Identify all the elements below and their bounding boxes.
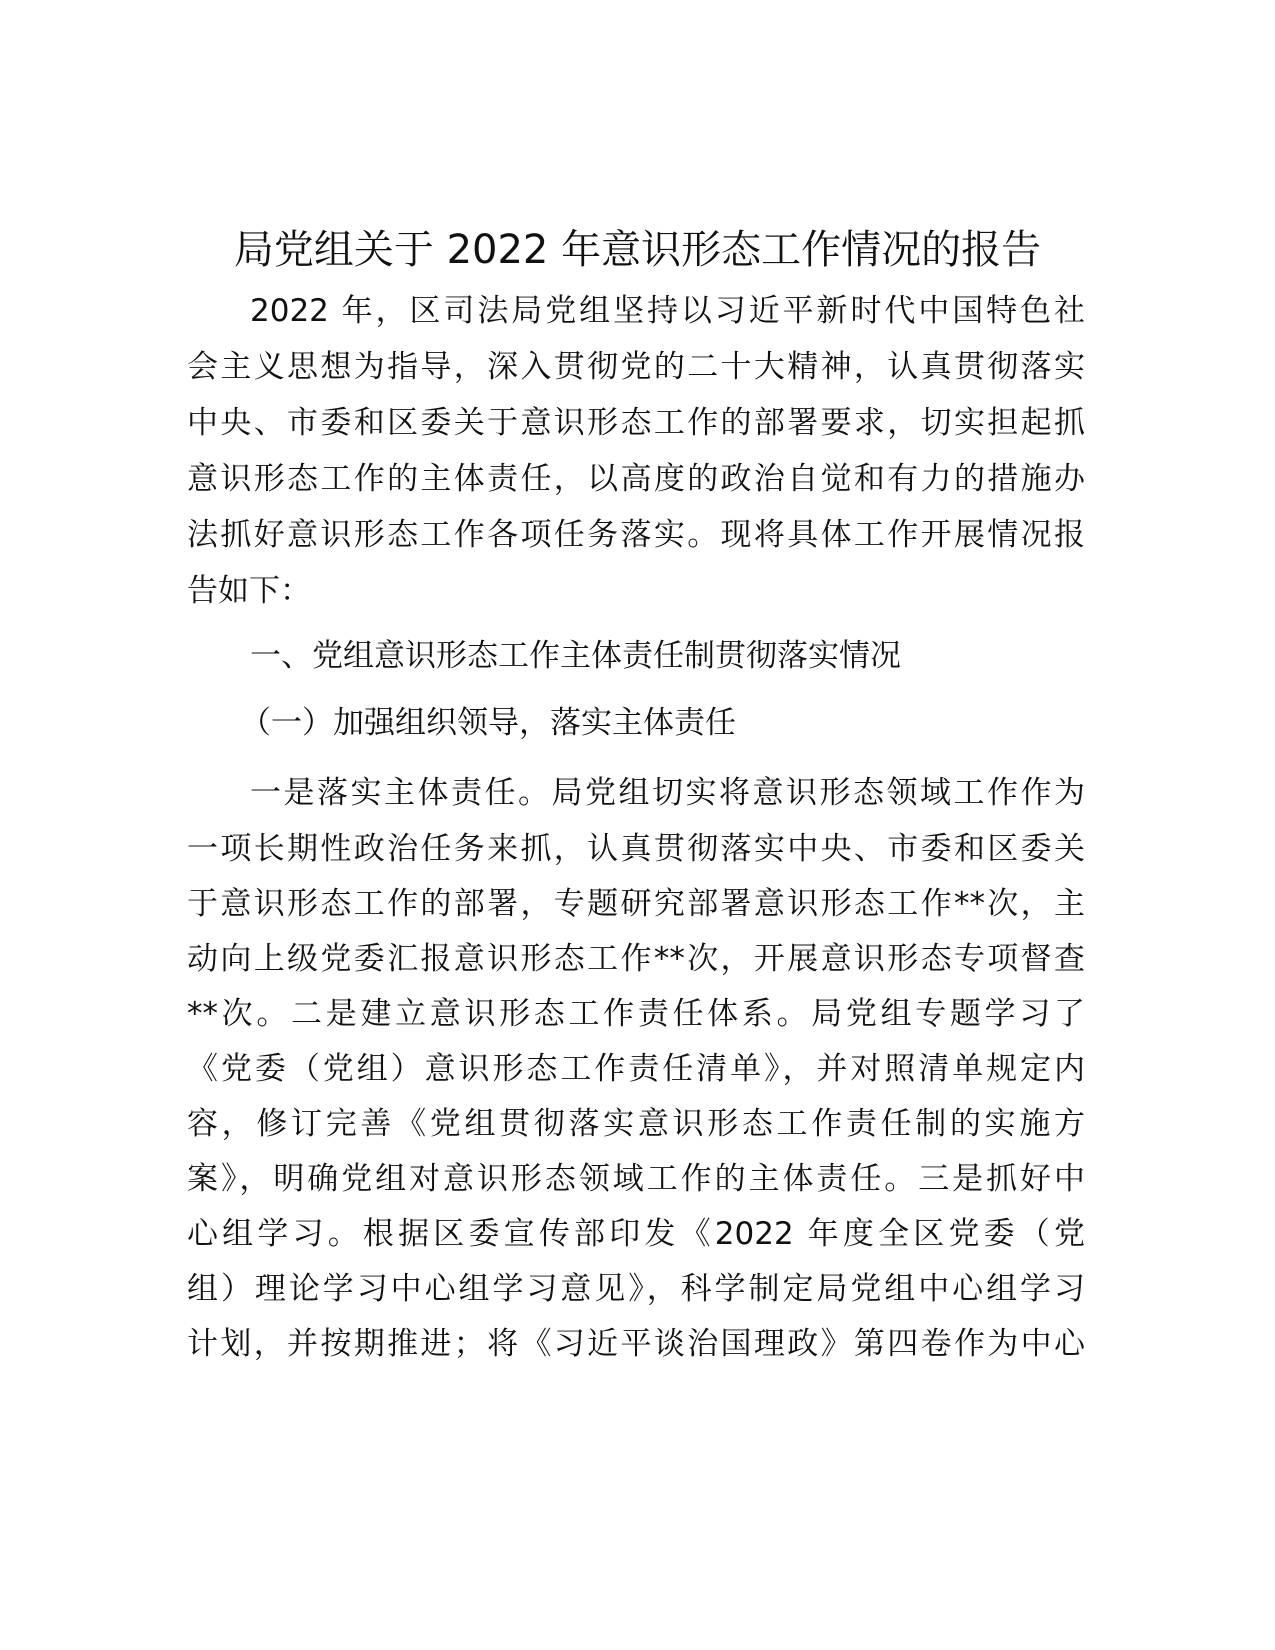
body-line: 动向上级党委汇报意识形态工作**次，开展意识形态专项督查 <box>187 941 1085 977</box>
subsection-heading: （一）加强组织领导，落实主体责任 <box>240 705 736 741</box>
body-line: 《党委（党组）意识形态工作责任清单》，并对照清单规定内 <box>187 1051 1085 1087</box>
intro-line: 中央、市委和区委关于意识形态工作的部署要求，切实担起抓 <box>187 405 1085 441</box>
body-line: 容，修订完善《党组贯彻落实意识形态工作责任制的实施方 <box>187 1106 1085 1142</box>
body-line: 计划，并按期推进；将《习近平谈治国理政》第四卷作为中心 <box>187 1326 1085 1362</box>
body-line: 一是落实主体责任。局党组切实将意识形态领域工作作为 <box>250 775 1085 811</box>
intro-line: 法抓好意识形态工作各项任务落实。现将具体工作开展情况报 <box>187 517 1085 553</box>
document-title: 局党组关于 2022 年意识形态工作情况的报告 <box>233 227 1042 273</box>
intro-line: 2022 年，区司法局党组坚持以习近平新时代中国特色社 <box>250 293 1085 329</box>
intro-line: 告如下： <box>187 573 311 609</box>
body-line: **次。二是建立意识形态工作责任体系。局党组专题学习了 <box>187 996 1085 1032</box>
intro-line: 会主义思想为指导，深入贯彻党的二十大精神，认真贯彻落实 <box>187 349 1085 385</box>
body-line: 心组学习。根据区委宣传部印发《2022 年度全区党委（党 <box>187 1216 1085 1252</box>
intro-line: 意识形态工作的主体责任，以高度的政治自觉和有力的措施办 <box>187 461 1085 497</box>
section-heading: 一、党组意识形态工作主体责任制贯彻落实情况 <box>250 638 901 674</box>
body-line: 于意识形态工作的部署，专题研究部署意识形态工作**次，主 <box>187 886 1085 922</box>
body-line: 组）理论学习中心组学习意见》，科学制定局党组中心组学习 <box>187 1271 1085 1307</box>
body-line: 案》，明确党组对意识形态领域工作的主体责任。三是抓好中 <box>187 1161 1085 1197</box>
body-line: 一项长期性政治任务来抓，认真贯彻落实中央、市委和区委关 <box>187 831 1085 867</box>
